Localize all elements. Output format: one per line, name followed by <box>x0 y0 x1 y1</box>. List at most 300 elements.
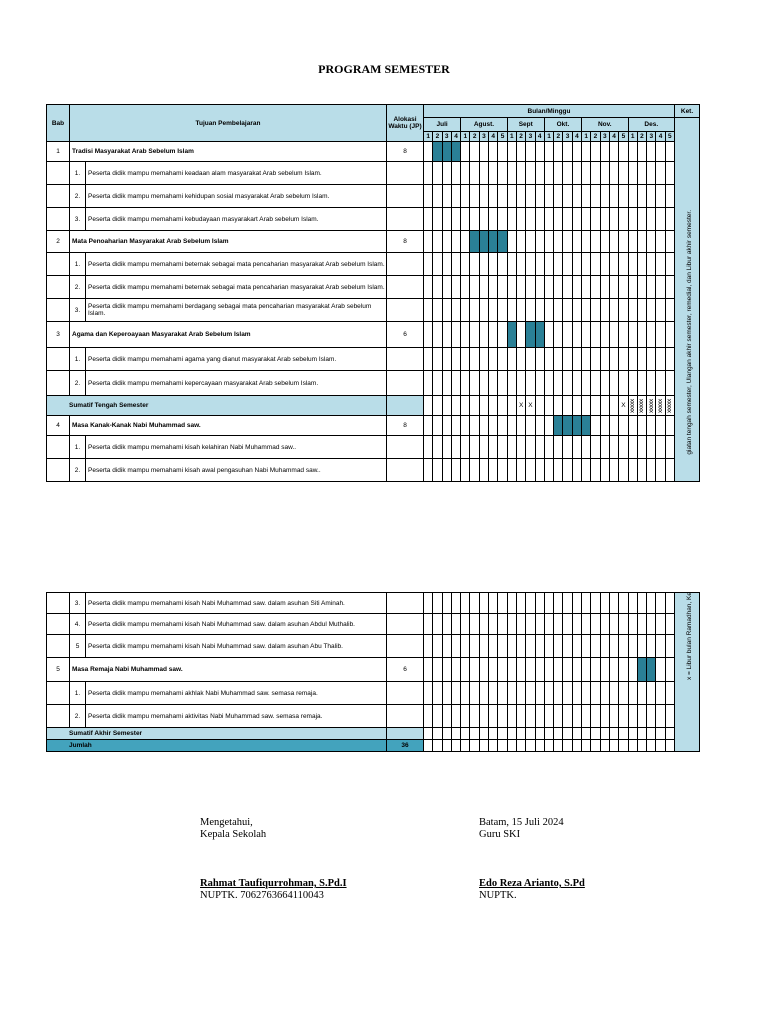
schedule-table-top <box>46 104 700 482</box>
week-cell <box>470 416 479 436</box>
week-cell <box>442 682 451 705</box>
week-cell <box>461 459 470 482</box>
week-cell <box>628 614 637 635</box>
week-cell <box>554 231 563 253</box>
week-cell <box>433 593 442 614</box>
week-cell <box>554 740 563 752</box>
jp-empty <box>387 208 424 231</box>
week-cell <box>451 416 460 436</box>
week-cell <box>656 635 665 658</box>
week-cell <box>526 658 535 682</box>
week-cell <box>665 740 674 752</box>
week-cell <box>535 396 544 416</box>
week-cell <box>656 705 665 728</box>
week-cell <box>600 348 609 371</box>
week-cell <box>628 416 637 436</box>
week-cell <box>582 740 591 752</box>
week-cell <box>489 348 498 371</box>
week-number: 4 <box>451 132 460 142</box>
week-cell <box>591 728 600 740</box>
week-cell <box>516 635 525 658</box>
week-cell <box>442 322 451 348</box>
month-header: Juli <box>424 118 461 132</box>
week-cell <box>600 593 609 614</box>
week-cell <box>554 276 563 299</box>
week-cell <box>647 740 656 752</box>
week-cell <box>507 635 516 658</box>
week-cell <box>507 162 516 185</box>
week-cell <box>433 371 442 396</box>
week-cell <box>591 253 600 276</box>
week-cell <box>628 436 637 459</box>
week-cell <box>526 371 535 396</box>
week-cell <box>563 371 572 396</box>
week-cell <box>433 348 442 371</box>
week-cell <box>591 635 600 658</box>
week-cell <box>516 396 525 416</box>
jp-empty <box>387 593 424 614</box>
week-cell <box>516 459 525 482</box>
week-cell <box>563 705 572 728</box>
week-cell <box>433 728 442 740</box>
x-mark: X <box>518 402 524 409</box>
week-cell <box>563 593 572 614</box>
week-cell <box>628 658 637 682</box>
week-cell <box>582 614 591 635</box>
bab-number: 2 <box>47 231 70 253</box>
week-cell <box>479 162 488 185</box>
table-row <box>47 208 700 231</box>
week-cell <box>479 416 488 436</box>
week-cell <box>637 253 646 276</box>
week-number: 2 <box>433 132 442 142</box>
week-cell <box>433 185 442 208</box>
week-cell <box>470 593 479 614</box>
week-cell <box>544 436 553 459</box>
week-number: 1 <box>628 132 637 142</box>
week-cell <box>535 635 544 658</box>
week-cell <box>535 416 544 436</box>
signature-right <box>479 817 585 902</box>
week-cell <box>582 635 591 658</box>
week-cell <box>535 276 544 299</box>
week-cell <box>442 299 451 322</box>
jp-empty <box>387 396 424 416</box>
week-cell <box>470 253 479 276</box>
week-cell <box>647 208 656 231</box>
bab-header: Bab <box>47 105 70 142</box>
week-cell <box>647 436 656 459</box>
week-cell <box>498 276 507 299</box>
week-cell <box>507 593 516 614</box>
week-cell <box>582 231 591 253</box>
week-cell <box>451 614 460 635</box>
week-cell <box>582 396 591 416</box>
table-row <box>47 459 700 482</box>
week-cell <box>470 635 479 658</box>
week-cell <box>489 322 498 348</box>
item-text: Peserta didik mampu memahami beternak sebagai mata pencaharian masyarakat Arab sebelum Islam. <box>86 253 387 276</box>
week-cell <box>461 635 470 658</box>
week-cell <box>563 416 572 436</box>
jp-empty <box>387 276 424 299</box>
week-cell <box>572 299 581 322</box>
jp-empty <box>387 705 424 728</box>
week-cell <box>433 162 442 185</box>
week-cell <box>479 740 488 752</box>
week-cell <box>433 299 442 322</box>
week-cell <box>619 276 628 299</box>
week-cell <box>647 371 656 396</box>
item-number: 2. <box>70 185 86 208</box>
week-cell <box>470 185 479 208</box>
week-cell <box>470 299 479 322</box>
week-cell <box>572 142 581 162</box>
week-cell <box>516 299 525 322</box>
table-row <box>47 231 700 253</box>
week-cell <box>656 436 665 459</box>
week-cell <box>665 276 674 299</box>
item-text: Peserta didik mampu memahami agama yang dianut masyarakat Arab sebelum Islam. <box>86 348 387 371</box>
week-cell <box>470 682 479 705</box>
week-cell <box>591 231 600 253</box>
item-number: 3. <box>70 299 86 322</box>
signature-left <box>200 817 347 902</box>
week-cell <box>656 142 665 162</box>
week-cell <box>647 682 656 705</box>
week-cell <box>507 276 516 299</box>
week-cell <box>544 416 553 436</box>
week-cell <box>591 208 600 231</box>
week-cell <box>470 371 479 396</box>
week-cell <box>572 253 581 276</box>
week-cell <box>507 459 516 482</box>
week-cell <box>582 459 591 482</box>
week-cell <box>544 276 553 299</box>
week-cell <box>479 142 488 162</box>
week-cell <box>554 396 563 416</box>
bab-number: 4 <box>47 416 70 436</box>
week-cell <box>609 299 618 322</box>
tujuan-header: Tujuan Pembelajaran <box>70 105 387 142</box>
week-cell <box>433 635 442 658</box>
week-cell <box>619 348 628 371</box>
week-cell <box>489 436 498 459</box>
week-cell <box>656 740 665 752</box>
week-cell <box>572 436 581 459</box>
week-cell <box>479 185 488 208</box>
week-cell <box>498 705 507 728</box>
week-cell <box>489 162 498 185</box>
week-cell <box>516 253 525 276</box>
week-cell <box>516 322 525 348</box>
week-cell <box>498 459 507 482</box>
week-cell <box>619 593 628 614</box>
week-cell <box>544 396 553 416</box>
week-cell <box>433 682 442 705</box>
week-cell <box>535 322 544 348</box>
week-cell <box>628 728 637 740</box>
week-cell <box>424 185 433 208</box>
week-cell <box>544 142 553 162</box>
table-row <box>47 299 700 322</box>
week-cell <box>470 436 479 459</box>
week-number: 2 <box>637 132 646 142</box>
table-row <box>47 614 700 635</box>
week-cell <box>442 614 451 635</box>
week-cell <box>582 322 591 348</box>
week-cell <box>433 142 442 162</box>
week-cell <box>489 208 498 231</box>
week-cell <box>637 322 646 348</box>
xxxxx-mark: xxxxx <box>666 398 674 413</box>
week-cell <box>498 299 507 322</box>
week-cell <box>442 658 451 682</box>
week-cell <box>665 371 674 396</box>
week-cell <box>479 208 488 231</box>
item-number: 3. <box>70 208 86 231</box>
week-cell <box>609 142 618 162</box>
week-cell <box>619 614 628 635</box>
week-cell <box>451 396 460 416</box>
week-cell <box>665 162 674 185</box>
week-cell <box>479 231 488 253</box>
week-cell <box>600 728 609 740</box>
item-number: 1. <box>70 162 86 185</box>
week-cell <box>544 614 553 635</box>
week-cell <box>656 459 665 482</box>
week-cell <box>637 740 646 752</box>
week-cell <box>507 231 516 253</box>
week-cell <box>563 185 572 208</box>
week-cell <box>489 740 498 752</box>
week-cell <box>647 705 656 728</box>
week-cell <box>535 162 544 185</box>
week-cell <box>647 253 656 276</box>
week-cell <box>451 728 460 740</box>
week-number: 2 <box>554 132 563 142</box>
week-cell <box>544 299 553 322</box>
week-cell <box>516 162 525 185</box>
xxxxx-mark: xxxxx <box>629 398 637 413</box>
week-number: 4 <box>609 132 618 142</box>
xxxxx-mark: xxxxx <box>638 398 646 413</box>
week-cell <box>647 658 656 682</box>
week-cell <box>591 371 600 396</box>
week-cell <box>609 593 618 614</box>
week-cell <box>544 253 553 276</box>
week-cell <box>628 322 637 348</box>
week-cell <box>507 299 516 322</box>
week-cell <box>600 185 609 208</box>
week-cell <box>647 396 656 416</box>
week-cell <box>563 231 572 253</box>
week-cell <box>461 416 470 436</box>
week-cell <box>619 299 628 322</box>
bab-title: Agama dan Keperoayaan Masyarakat Arab Sebelum Islam <box>70 322 387 348</box>
bab-title: Tradisi Masyarakat Arab Sebelum Islam <box>70 142 387 162</box>
week-cell <box>637 231 646 253</box>
week-cell <box>628 208 637 231</box>
week-cell <box>526 705 535 728</box>
week-cell <box>572 635 581 658</box>
week-cell <box>572 231 581 253</box>
week-cell <box>526 416 535 436</box>
week-cell <box>479 276 488 299</box>
week-cell <box>609 231 618 253</box>
bulan-header: Bulan/Minggu <box>424 105 675 118</box>
xxxxx-mark: xxxxx <box>657 398 665 413</box>
empty-cell <box>47 371 70 396</box>
week-cell <box>535 682 544 705</box>
week-cell <box>656 276 665 299</box>
month-header: Des. <box>628 118 674 132</box>
table-row <box>47 322 700 348</box>
week-cell <box>619 322 628 348</box>
week-cell <box>609 371 618 396</box>
table-row <box>47 728 700 740</box>
week-cell <box>544 658 553 682</box>
week-cell <box>470 208 479 231</box>
week-cell <box>554 162 563 185</box>
week-cell <box>516 142 525 162</box>
week-cell <box>442 728 451 740</box>
week-cell <box>647 231 656 253</box>
week-cell <box>535 658 544 682</box>
week-cell <box>591 322 600 348</box>
week-cell <box>600 322 609 348</box>
week-number: 3 <box>563 132 572 142</box>
empty-cell <box>47 185 70 208</box>
jp-value: 6 <box>387 658 424 682</box>
week-cell <box>535 208 544 231</box>
week-cell <box>526 682 535 705</box>
week-cell <box>498 348 507 371</box>
empty-cell <box>47 593 70 614</box>
week-cell <box>489 299 498 322</box>
week-cell <box>544 705 553 728</box>
week-cell <box>479 322 488 348</box>
week-cell <box>563 208 572 231</box>
week-cell <box>591 459 600 482</box>
week-cell <box>572 416 581 436</box>
week-cell <box>563 396 572 416</box>
week-cell <box>489 231 498 253</box>
item-text: Peserta didik mampu memahami kebudayaan masyarakart Arab sebelum Islam. <box>86 208 387 231</box>
week-cell <box>516 208 525 231</box>
week-cell <box>479 593 488 614</box>
week-cell <box>526 459 535 482</box>
week-cell <box>526 740 535 752</box>
week-cell <box>470 396 479 416</box>
week-cell <box>535 253 544 276</box>
week-cell <box>433 614 442 635</box>
week-cell <box>442 185 451 208</box>
week-cell <box>563 658 572 682</box>
week-cell <box>516 740 525 752</box>
week-cell <box>600 416 609 436</box>
week-cell <box>461 728 470 740</box>
item-number: 2. <box>70 705 86 728</box>
week-cell <box>489 728 498 740</box>
week-cell <box>665 208 674 231</box>
empty-cell <box>47 348 70 371</box>
week-cell <box>451 658 460 682</box>
week-cell <box>572 593 581 614</box>
week-cell <box>470 459 479 482</box>
week-cell <box>489 614 498 635</box>
week-cell <box>665 348 674 371</box>
week-cell <box>656 185 665 208</box>
week-cell <box>582 253 591 276</box>
week-cell <box>461 614 470 635</box>
week-cell <box>563 728 572 740</box>
week-cell <box>526 253 535 276</box>
week-cell <box>451 459 460 482</box>
week-cell <box>591 740 600 752</box>
week-cell <box>628 162 637 185</box>
week-cell <box>470 740 479 752</box>
week-cell <box>600 682 609 705</box>
week-cell <box>582 185 591 208</box>
item-number: 1. <box>70 682 86 705</box>
empty-cell <box>47 705 70 728</box>
week-cell <box>637 635 646 658</box>
week-cell <box>461 348 470 371</box>
week-cell <box>544 322 553 348</box>
week-cell <box>507 208 516 231</box>
week-number: 2 <box>591 132 600 142</box>
week-cell <box>451 162 460 185</box>
week-cell <box>526 208 535 231</box>
item-text: Peserta didik mampu memahami kehidupan sosial masyarakat Arab sebelum Islam. <box>86 185 387 208</box>
week-cell <box>554 728 563 740</box>
week-cell <box>609 276 618 299</box>
bab-title: Masa Remaja Nabi Muhammad saw. <box>70 658 387 682</box>
sig-right-id: NUPTK. <box>479 890 517 901</box>
week-cell <box>628 142 637 162</box>
jp-empty <box>387 635 424 658</box>
item-text: Peserta didik mampu memahami kisah awal pengasuhan Nabi Muhammad saw.. <box>86 459 387 482</box>
week-cell <box>619 142 628 162</box>
week-cell <box>647 162 656 185</box>
week-cell <box>554 322 563 348</box>
week-cell <box>526 142 535 162</box>
week-cell <box>665 299 674 322</box>
week-number: 4 <box>572 132 581 142</box>
week-cell <box>442 253 451 276</box>
week-cell <box>554 705 563 728</box>
week-cell <box>600 276 609 299</box>
week-cell <box>665 396 674 416</box>
week-cell <box>442 208 451 231</box>
week-cell <box>665 658 674 682</box>
week-cell <box>507 185 516 208</box>
week-cell <box>656 658 665 682</box>
week-cell <box>470 322 479 348</box>
week-cell <box>544 635 553 658</box>
week-cell <box>489 705 498 728</box>
week-cell <box>507 705 516 728</box>
week-cell <box>656 614 665 635</box>
week-cell <box>451 276 460 299</box>
week-cell <box>563 614 572 635</box>
week-cell <box>563 348 572 371</box>
week-cell <box>451 740 460 752</box>
week-cell <box>563 276 572 299</box>
bab-title: Masa Kanak-Kanak Nabi Muhammad saw. <box>70 416 387 436</box>
x-mark: X <box>621 402 626 409</box>
